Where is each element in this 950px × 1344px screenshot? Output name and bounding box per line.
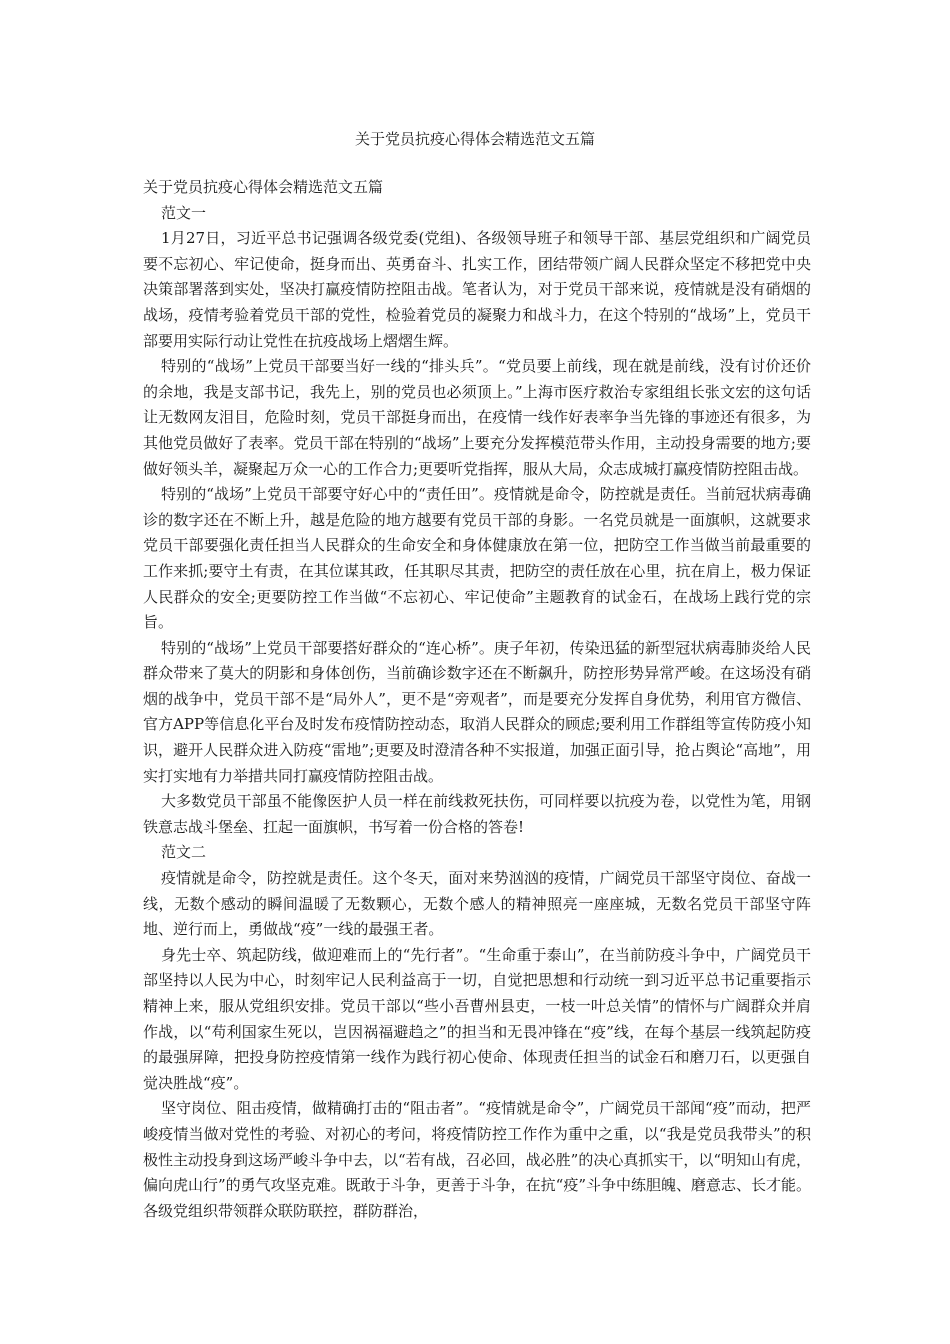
paragraph: 坚守岗位、阻击疫情，做精确打击的“阻击者”。“疫情就是命令”，广阔党员干部闻“疫”而动，把严峻疫情当做对党性的考验、对初心的考问，将疫情防控工作作为重中之重，以“我是党员我带头”的积极性主动投身到这场严峻斗争中去，以“若有战，召必回，战必胜”的决心真抓实干，以“明知山有虎，偏向虎山行”的勇气攻坚克难。既敢于斗争，更善于斗争，在抗“疫”斗争中练胆魄、磨意志、长才能。各级党组织带领群众联防联控，群防群治， (143, 1099, 812, 1220)
section-heading-1: 范文一 (161, 203, 207, 222)
paragraph: 身先士卒、筑起防线，做迎难而上的“先行者”。“生命重于泰山”，在当前防疫斗争中，广阔党员干部坚持以人民为中心，时刻牢记人民利益高于一切，自觉把思想和行动统一到习近平总书记重要指示精神上来，服从党组织安排。党员干部以“些小吾曹州县吏，一枝一叶总关情”的情怀与广阔群众并肩作战，以“苟利国家生死以，岂因祸福避趋之”的担当和无畏冲锋在“疫”线，在每个基层一线筑起防疫的最强屏障，把投身防控疫情第一线作为践行初心使命、体现责任担当的试金石和磨刀石，以更强自觉决胜战“疫”。 (143, 945, 811, 1092)
paragraph: 特别的“战场”上党员干部要当好一线的“排头兵”。“党员要上前线，现在就是前线，没有讨价还价的余地，我是支部书记，我先上，别的党员也必须顶上。”上海市医疗救治专家组组长张文宏的这句话让无数网友泪目，危险时刻，党员干部挺身而出，在疫情一线作好表率争当先锋的事迹还有很多，为其他党员做好了表率。党员干部在特别的“战场”上要充分发挥模范带头作用，主动投身需要的地方;要做好领头羊，凝聚起万众一心的工作合力;更要听党指挥，服从大局，众志成城打赢疫情防控阻击战。 (143, 357, 811, 478)
document-title: 关于党员抗疫心得体会精选范文五篇 (354, 130, 595, 148)
document-subtitle: 关于党员抗疫心得体会精选范文五篇 (143, 178, 384, 196)
paragraph: 特别的“战场”上党员干部要守好心中的“责任田”。疫情就是命令，防控就是责任。当前冠状病毒确诊的数字还在不断上升，越是危险的地方越要有党员干部的身影。一名党员就是一面旗帜，这就要求党员干部要强化责任担当人民群众的生命安全和身体健康放在第一位，把防空工作当做当前最重要的工作来抓;要守土有责，在其位谋其政，任其职尽其责，把防空的责任放在心里，抗在肩上，极力保证人民群众的安全;更要防控工作当做“不忘初心、牢记使命”主题教育的试金石，在战场上践行党的宗旨。 (143, 485, 811, 632)
paragraph: 特别的“战场”上党员干部要搭好群众的“连心桥”。庚子年初，传染迅猛的新型冠状病毒肺炎给人民群众带来了莫大的阴影和身体创伤，当前确诊数字还在不断飙升，防控形势异常严峻。在这场没有硝烟的战争中，党员干部不是“局外人”，更不是“旁观者”，而是要充分发挥自身优势，利用官方微信、官方APP等信息化平台及时发布疫情防控动态，取消人民群众的顾虑;要利用工作群组等宣传防疫小知识，避开人民群众进入防疫“雷地”;更要及时澄清各种不实报道，加强正面引导，抢占舆论“高地”，用实打实地有力举措共同打赢疫情防控阻击战。 (143, 638, 811, 785)
section-heading-2: 范文二 (161, 843, 207, 862)
document-body (143, 175, 811, 1224)
paragraph: 大多数党员干部虽不能像医护人员一样在前线救死扶伤，可同样要以抗疫为卷，以党性为笔，用钢铁意志战斗堡垒、扛起一面旗帜，书写着一份合格的答卷! (143, 792, 811, 836)
paragraph: 疫情就是命令，防控就是责任。这个冬天，面对来势汹汹的疫情，广阔党员干部坚守岗位、奋战一线，无数个感动的瞬间温暖了无数颗心，无数个感人的精神照亮一座座城，无数名党员干部坚守阵地、逆行而上，勇做战“疫”一线的最强王者。 (143, 869, 811, 939)
paragraph: 1月27日，习近平总书记强调各级党委(党组)、各级领导班子和领导干部、基层党组织和广阔党员要不忘初心、牢记使命，挺身而出、英勇奋斗、扎实工作，团结带领广阔人民群众坚定不移把党中央决策部署落到实处，坚决打赢疫情防控阻击战。笔者认为，对于党员干部来说，疫情就是没有硝烟的战场，疫情考验着党员干部的党性，检验着党员的凝聚力和战斗力，在这个特别的“战场”上，党员干部要用实际行动让党性在抗疫战场上熠熠生辉。 (143, 229, 811, 350)
